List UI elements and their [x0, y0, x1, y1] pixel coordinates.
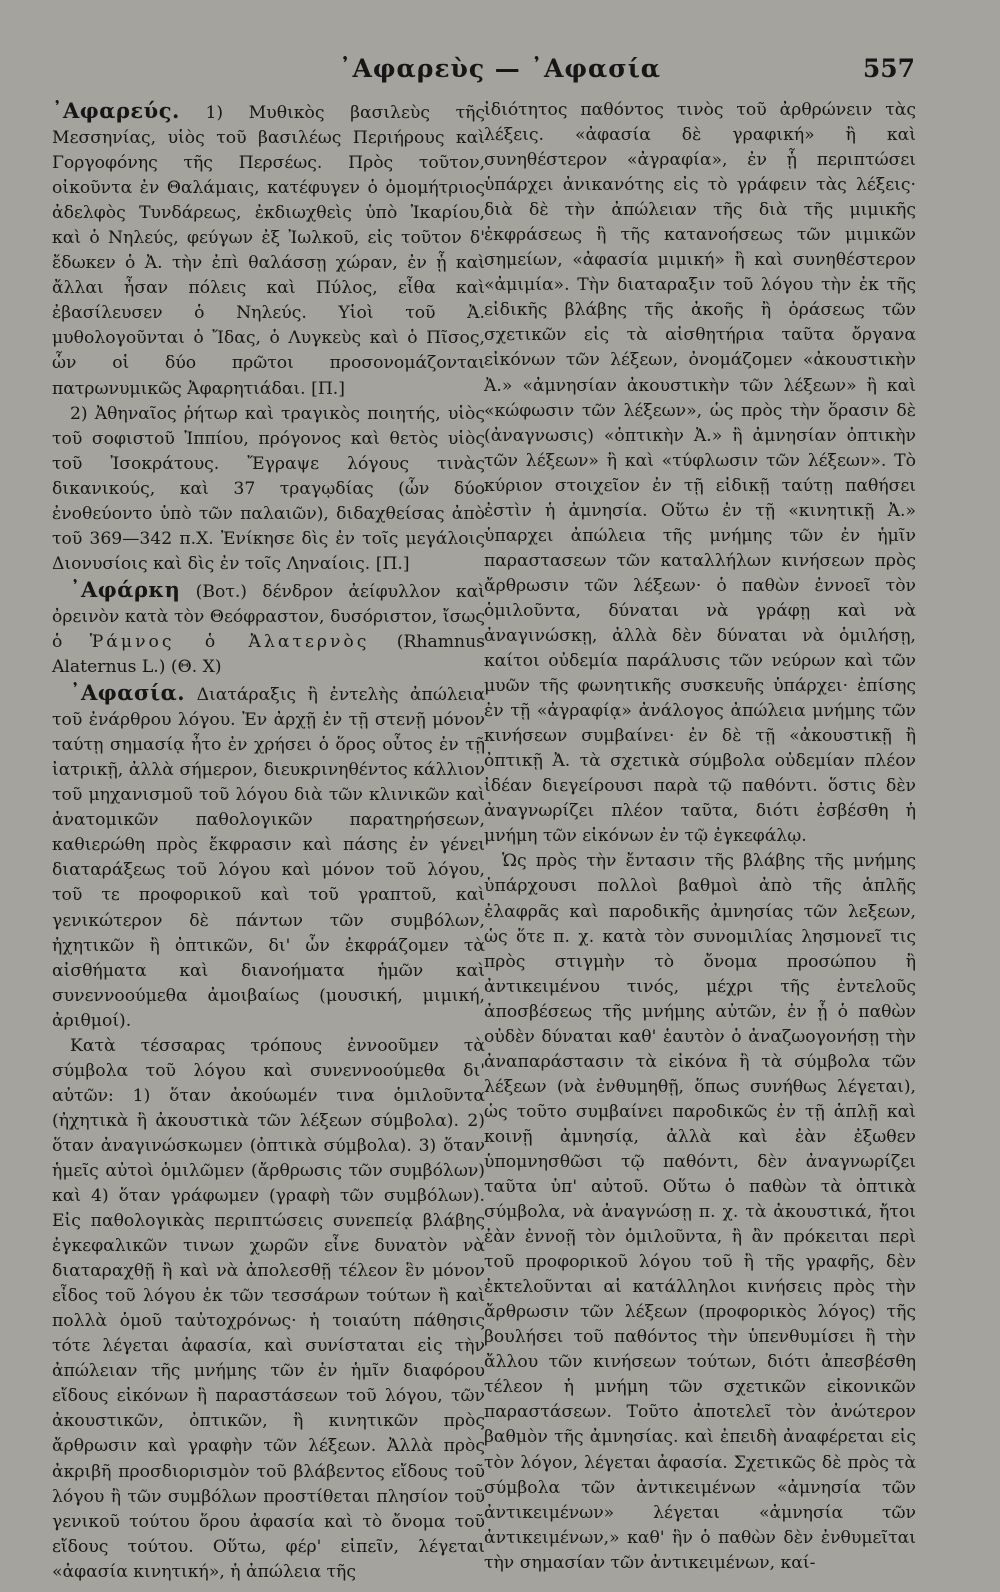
- entry-text: Διατάραξις ἢ ἐντελὴς ἀπώλεια τοῦ ἐνάρθρου λόγου. Ἐν ἀρχῇ ἐν τῇ στενῇ μόνον ταύτῃ σημασίᾳ ἦτο ἐν χρήσει ὁ ὅρος οὗτος ἐν τῇ ἰατρικῇ, ἀλλὰ σήμερον, διευκρινηθέντος κάλλιον τοῦ μηχανισμοῦ τοῦ λόγου διὰ τῶν κλινικῶν καὶ ἀνατομικῶν παθολογικῶν παρατηρήσεων, καθιερώθη πρὸς ἔκφρασιν καὶ πάσης ἐν γένει διαταράξεως τοῦ λόγου καὶ μόνον τοῦ λόγου, τοῦ τε προφορικοῦ καὶ τοῦ γραπτοῦ, καὶ γενικώτερον δὲ πάντων τῶν συμβόλων, ἠχητικῶν ἢ ὀπτικῶν, δι' ὧν ἐκφράζομεν τὰ αἰσθήματα καὶ διανοήματα ἡμῶν καὶ συνεννοούμεθα ἀμοιβαίως (μουσική, μιμική, ἀριθμοί).: [52, 685, 485, 1031]
- entry-afareus-2: [52, 402, 485, 577]
- entry-text: (Rhamnus Alaternus L.) (Θ. Χ): [52, 631, 485, 678]
- entry-headword: ᾿Αφάρκη: [70, 576, 181, 602]
- entry-text: Κατὰ τέσσαρας τρόπους ἐννοοῦμεν τὰ σύμβολα τοῦ λόγου καὶ συνεννοούμεθα δι' αὐτῶν: 1) ὅταν ἀκούωμέν τινα ὁμιλοῦντα (ἠχητικὰ ἢ ἀκουστικὰ τῶν λέξεων σύμβολα). 2) ὅταν ἀναγινώσκωμεν (ὀπτικὰ σύμβολα). 3) ὅταν ἡμεῖς αὐτοὶ ὁμιλῶμεν (ἄρθρωσις τῶν συμβόλων) καὶ 4) ὅταν γράφωμεν (γραφὴ τῶν συμβόλων). Εἰς παθολογικὰς περιπτώσεις συνεπείᾳ βλάβης ἐγκεφαλικῶν τινων χωρῶν εἶνε δυνατὸν νὰ διαταραχθῇ ἢ καὶ νὰ ἀπολεσθῇ τέλεον ἓν μόνον εἶδος τοῦ λόγου ἐκ τῶν τεσσάρων τούτων ἢ καὶ πολλὰ ὁμοῦ ταὐτοχρόνως· ἡ τοιαύτη πάθησις τότε λέγεται ἀφασία, καὶ συνίσταται εἰς τὴν ἀπώλειαν τῆς μνήμης τῶν ἐν ἡμῖν διαφόρου εἴδους εἰκόνων ἢ παραστάσεων τοῦ λόγου, τῶν ἀκουστικῶν, ὀπτικῶν, ἢ κινητικῶν πρὸς ἄρθρωσιν καὶ γραφὴν τῶν λέξεων. Ἀλλὰ πρὸς ἀκριβῆ προσδιορισμὸν τοῦ βλάβεντος εἴδους τοῦ λόγου ἢ τῶν συμβόλων προστίθεται πλησίον τοῦ γενικοῦ τούτου ὅρου ἀφασία καὶ τὸ ὄνομα τοῦ εἴδους τούτου. Οὕτω, φέρ' εἰπεῖν, λέγεται «ἀφασία κινητική», ἡ ἀπώλεια τῆς: [52, 1035, 485, 1582]
- right-column: [484, 98, 916, 1576]
- entry-headword: ᾿Αφασία.: [70, 680, 186, 706]
- entry-afasia: [52, 680, 485, 1034]
- page-number: 557: [862, 54, 915, 83]
- entry-afarke: [52, 577, 485, 680]
- entry-text: ἰδιότητος παθόντος τινὸς τοῦ ἀρθρώνειν τὰς λέξεις. «ἀφασία δὲ γραφική» ἢ καὶ συνηθέστερον «ἀγραφία», ἐν ᾗ περιπτώσει ὑπάρχει ἀνικανότης εἰς τὸ γράφειν τὰς λέξεις· διὰ δὲ τὴν ἀπώλειαν τῆς διὰ τῆς μιμικῆς ἐκφράσεως ἢ τῆς κατανοήσεως τῶν μιμικῶν σημείων, «ἀφασία μιμική» ἢ καὶ συνηθέστερον «ἀμιμία». Τὴν διαταραξιν τοῦ λόγου τὴν ἐκ τῆς εἰδικῆς βλάβης τῆς ἀκοῆς ἢ ὁράσεως τῶν σχετικῶν εἰς τὰ αἰσθητήρια ταῦτα ὄργανα εἰκόνων τῶν λέξεων, ὀνομάζομεν «ἀκουστικὴν Ἀ.» «ἀμνησίαν ἀκουστικὴν τῶν λέξεων» ἢ καὶ «κώφωσιν τῶν λέξεων», ὡς πρὸς τὴν ὅρασιν δὲ (ἀναγνωσις) «ὀπτικὴν Ἀ.» ἢ ἀμνησίαν ὀπτικὴν τῶν λέξεων» ἢ καὶ «τύφλωσιν τῶν λέξεων». Τὸ κύριον στοιχεῖον ἐν τῇ εἰδικῇ ταύτῃ παθήσει ἐστὶν ἡ ἀμνησία. Οὕτω ἐν τῇ «κινητικῇ Ἀ.» ὑπαρχει ἀπώλεια τῆς μνήμης τῶν ἐν ἡμῖν παραστασεων τῶν καταλλήλων κινήσεων πρὸς ἄρθρωσιν τῶν λέξεων· ὁ παθὼν ἐννοεῖ τὸν ὁμιλοῦντα, δύναται νὰ γράφῃ καὶ νὰ ἀναγινώσκῃ, ἀλλὰ δὲν δύναται νὰ ὁμιλήσῃ, καίτοι οὐδεμία παράλυσις τῶν νεύρων καὶ τῶν μυῶν τῆς φωνητικῆς συσκευῆς ὑπάρχει· ἐπίσης ἐν τῇ «ἀγραφίᾳ» ἀνάλογος ἀπώλεια μνήμης τῶν κινήσεων συμβαίνει· ἐν δὲ τῇ «ἀκουστικῇ ἢ ὀπτικῇ Ἀ. τὰ σχετικὰ σύμβολα οὐδεμίαν πλέον ἰδέαν διεγείρουσι παρὰ τῷ παθόντι. ὅστις δὲν ἀναγνωρίζει πλέον ταῦτα, διότι ἐσβέσθη ἡ μνήμη τῶν εἰκόνων ἐν τῷ ἐγκεφάλῳ.: [484, 100, 916, 847]
- entry-text: 1) Μυθικὸς βασιλεὺς τῆς Μεσσηνίας, υἱὸς τοῦ βασιλέως Περιήρους καὶ Γοργοφόνης τῆς Περσέως. Πρὸς τοῦτον, οἰκοῦντα ἐν Θαλάμαις, κατέφυγεν ὁ ὁμομήτριος ἀδελφὸς Τυνδάρεως, ἐκδιωχθεὶς ὑπὸ Ἰκαρίου, καὶ ὁ Νηλεύς, φεύγων ἐξ Ἰωλκοῦ, εἰς τοῦτον δ' ἔδωκεν ὁ Ἀ. τὴν ἐπὶ θαλάσσῃ χώραν, ἐν ᾗ καὶ ἄλλαι ἦσαν πόλεις καὶ Πύλος, εἶθα καὶ ἐβασίλευσεν ὁ Νηλεύς. Υἱοὶ τοῦ Ἀ. μυθολογοῦνται ὁ Ἴδας, ὁ Λυγκεὺς καὶ ὁ Πῖσος, ὧν οἱ δύο πρῶτοι προσονομάζονται πατρωνυμικῶς Ἀφαρητιάδαι. [Π.]: [52, 103, 486, 399]
- page-header: [0, 50, 1000, 90]
- entry-text: (Βοτ.) δένδρον ἀείφυλλον καὶ ὀρεινὸν κατὰ τὸν Θεόφραστον, δυσόριστον, ἴσως ὁ: [52, 581, 485, 652]
- running-head: ᾿Αφαρεὺς — ᾿Αφασία: [338, 54, 662, 83]
- entry-afareus-1: [52, 98, 485, 402]
- entry-afasia-paragraph: [484, 849, 916, 1575]
- entry-afasia-continued: [484, 98, 916, 849]
- entry-text: Ὡς πρὸς τὴν ἔντασιν τῆς βλάβης τῆς μνήμης ὑπάρχουσι πολλοὶ βαθμοὶ ἀπὸ τῆς ἁπλῆς ἐλαφρᾶς καὶ παροδικῆς ἀμνησίας τῶν λεξεων, ὡς ὅτε π. χ. κατὰ τὸν συνομιλίας λησμονεῖ τις πρὸς στιγμὴν τὸ ὄνομα προσώπου ἢ ἀντικειμένου τινός, μέχρι τῆς ἐντελοῦς ἀποσβέσεως τῆς μνήμης αὐτῶν, ἐν ᾗ ὁ παθὼν οὐδὲν δύναται καθ' ἑαυτὸν ὁ ἀναζωογονήσῃ τὴν ἀναπαράστασιν τὰ εἰκόνα ἢ τὰ σύμβολα τῶν λέξεων (νὰ ἐνθυμηθῇ, ὅπως συνήθως λέγεται), ὡς τοῦτο συμβαίνει παροδικῶς ἐν τῇ ἁπλῇ καὶ κοινῇ ἀμνησίᾳ, ἀλλὰ καὶ ἐὰν ἐξωθεν ὑπομνησθῶσι τῷ παθόντι, δὲν ἀναγνωρίζει ταῦτα ὑπ' αὐτοῦ. Οὕτω ὁ παθὼν τὰ ὀπτικὰ σύμβολα, νὰ ἀναγνώσῃ π. χ. τὰ ἀκουστικά, ἤτοι ἐὰν ἐννοῇ τὸν ὁμιλοῦντα, ἢ ἂν πρόκειται περὶ τοῦ προφορικοῦ λόγου τοῦ ἢ τῆς γραφῆς, δὲν ἐκτελοῦνται αἱ κατάλληλοι κινήσεις πρὸς τὴν ἄρθρωσιν τῶν λέξεων (προφορικὸς λόγος) τῆς βουλήσει τοῦ παθόντος τὴν ὑπενθυμίσει ἢ τὴν ἄλλου τῶν κινήσεων τούτων, διότι ἀπεσβέσθη τέλεον ἡ μνήμη τῶν σχετικῶν εἰκονικῶν παραστάσεων. Τοῦτο ἀποτελεῖ τὸν ἀνώτερον βαθμὸν τῆς ἀμνησίας. καὶ ἐπειδὴ ἀναφέρεται εἰς τὸν λόγον, λέγεται ἀφασία. Σχετικῶς δὲ πρὸς τὰ σύμβολα τῶν ἀντικειμένων «ἀμνησία τῶν ἀντικειμένων» λέγεται «ἀμνησία τῶν ἀντικειμένων,» καθ' ἣν ὁ παθὼν δὲν ἐνθυμεῖται τὴν σημασίαν τῶν ἀντικειμένων, καί-: [484, 851, 916, 1573]
- entry-spaced-term: Ῥάμνος ὁ Ἀλατερνὸς: [89, 631, 370, 652]
- entry-text: 2) Ἀθηναῖος ῥήτωρ καὶ τραγικὸς ποιητής, υἱὸς τοῦ σοφιστοῦ Ἱππίου, πρόγονος καὶ θετὸς υἱὸς τοῦ Ἰσοκράτους. Ἔγραψε λόγους τινὰς δικανικούς, καὶ 37 τραγῳδίας (ὧν δύο ἐνοθεύοντο ὑπὸ τῶν παλαιῶν), διδαχθείσας ἀπὸ τοῦ 369—342 π.Χ. Ἐνίκησε δὶς ἐν τοῖς μεγάλοις Διονυσίοις καὶ δὶς ἐν τοῖς Ληναίοις. [Π.]: [52, 403, 485, 574]
- entry-headword: ᾿Αφαρεύς.: [52, 98, 180, 123]
- entry-afasia-paragraph: [52, 1034, 485, 1585]
- left-column: [52, 98, 485, 1585]
